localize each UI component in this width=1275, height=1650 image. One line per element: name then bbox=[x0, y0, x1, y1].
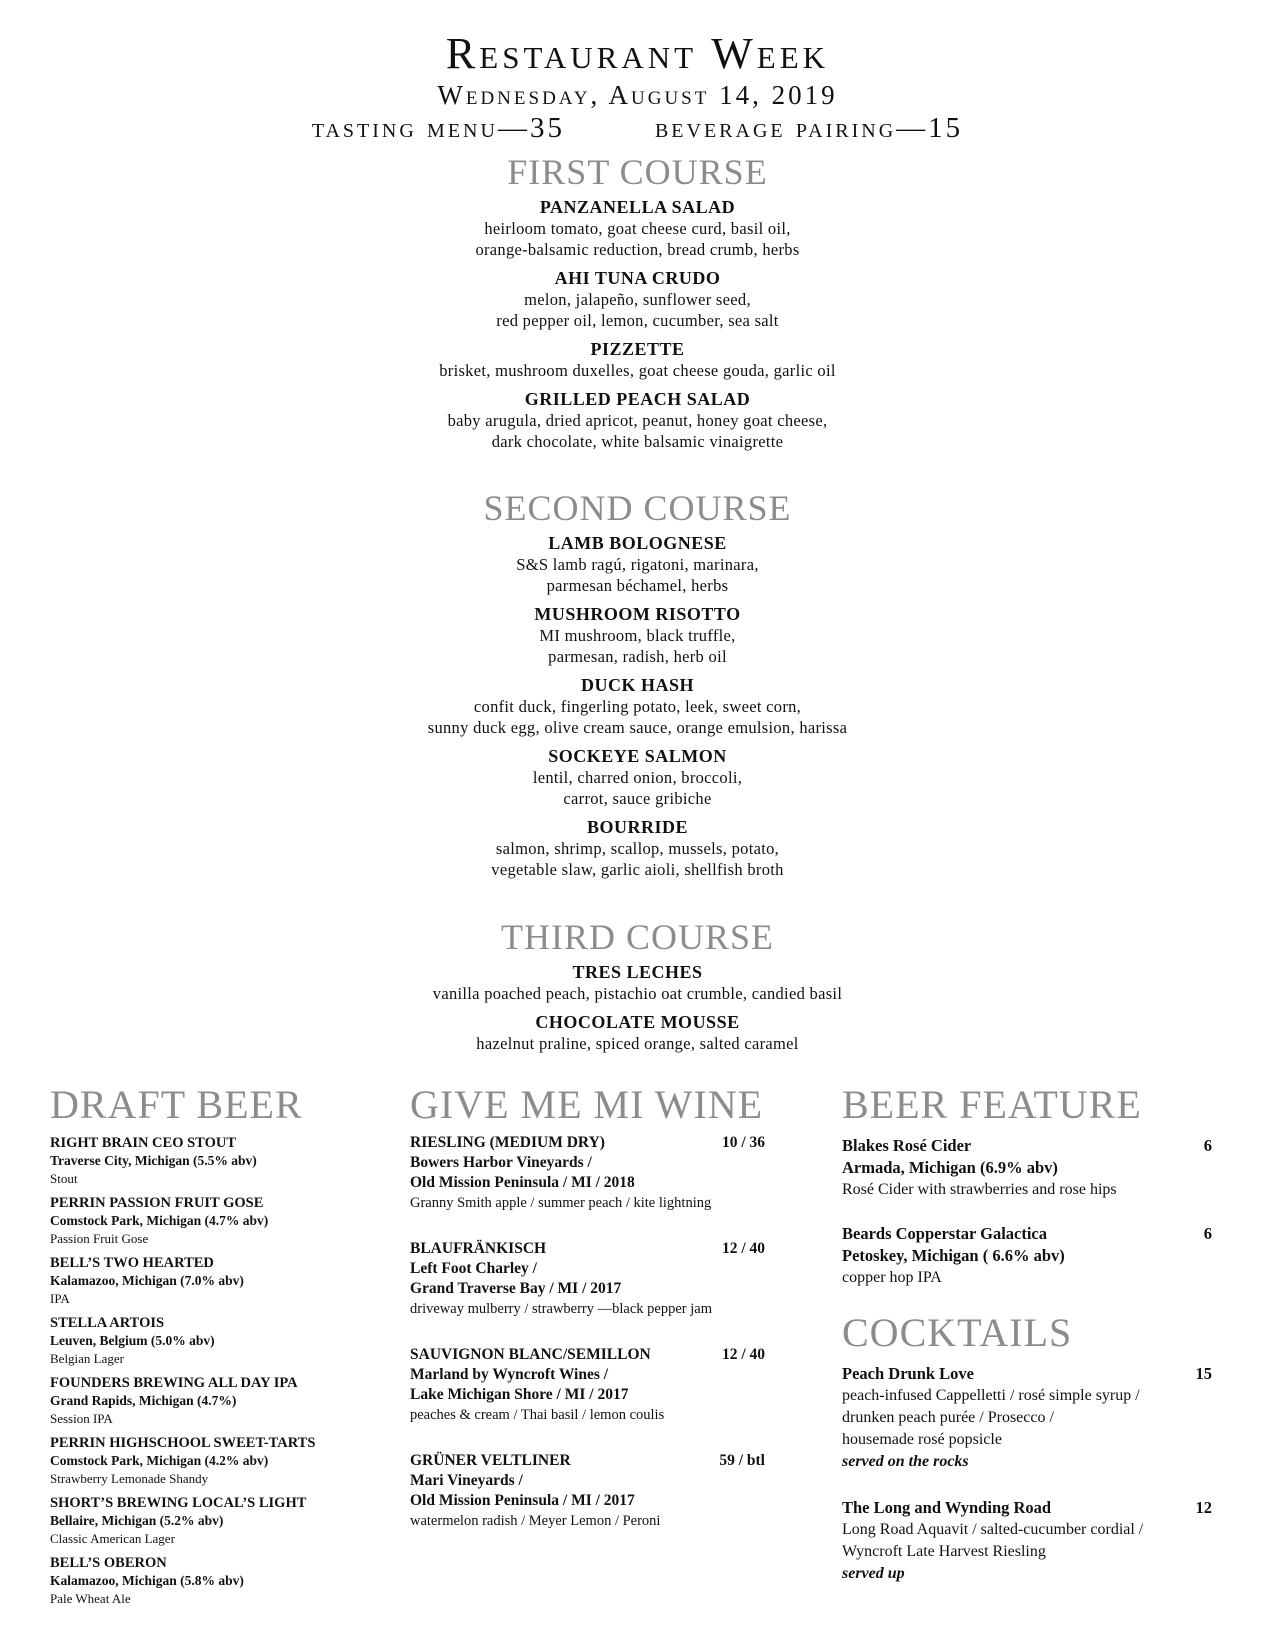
cocktail-description: housemade rosé popsicle bbox=[842, 1431, 1002, 1448]
cocktail-description: Long Road Aquavit / salted-cucumber cordial / bbox=[842, 1521, 1144, 1538]
dish-description: lentil, charred onion, broccoli, bbox=[532, 768, 743, 787]
cocktail-serve: served up bbox=[842, 1565, 905, 1582]
beer-name: BELL’S TWO HEARTED bbox=[50, 1255, 214, 1271]
feature-notes: copper hop IPA bbox=[842, 1269, 942, 1286]
draft-beer-section bbox=[50, 1083, 370, 1614]
wine-producer: Mari Vineyards / bbox=[410, 1472, 523, 1489]
cocktail-name: The Long and Wynding Road bbox=[842, 1498, 1052, 1517]
wine-producer: Marland by Wyncroft Wines / bbox=[410, 1366, 609, 1383]
wine-notes: watermelon radish / Meyer Lemon / Peroni bbox=[410, 1513, 661, 1529]
beer-origin: Comstock Park, Michigan (4.2% abv) bbox=[50, 1453, 269, 1468]
beer-origin: Traverse City, Michigan (5.5% abv) bbox=[50, 1153, 257, 1168]
beer-style: Passion Fruit Gose bbox=[50, 1231, 149, 1246]
dish bbox=[0, 961, 1275, 1004]
menu-title: Restaurant Week bbox=[445, 29, 830, 78]
wine-origin: Grand Traverse Bay / MI / 2017 bbox=[410, 1280, 622, 1297]
section-title: COCKTAILS bbox=[842, 1310, 1073, 1355]
dish-description: confit duck, fingerling potato, leek, sweet corn, bbox=[473, 697, 802, 716]
feature-price: 6 bbox=[1203, 1224, 1212, 1243]
beer-name: PERRIN HIGHSCHOOL SWEET-TARTS bbox=[50, 1435, 316, 1451]
dish bbox=[0, 603, 1275, 667]
feature-item bbox=[842, 1223, 1242, 1289]
dish bbox=[0, 532, 1275, 596]
dish bbox=[0, 267, 1275, 331]
dish-description: red pepper oil, lemon, cucumber, sea salt bbox=[496, 311, 779, 330]
wine-item bbox=[410, 1133, 800, 1213]
dish-name: DUCK HASH bbox=[580, 675, 694, 695]
pricing-line bbox=[0, 108, 1275, 148]
cocktail-item bbox=[842, 1497, 1242, 1585]
dish-description: orange-balsamic reduction, bread crumb, herbs bbox=[475, 240, 800, 259]
feature-origin: Petoskey, Michigan ( 6.6% abv) bbox=[842, 1246, 1065, 1265]
course-title: SECOND COURSE bbox=[483, 488, 792, 528]
wine-item bbox=[410, 1345, 800, 1425]
section-title: DRAFT BEER bbox=[50, 1082, 303, 1127]
beer-style: IPA bbox=[50, 1291, 70, 1306]
dish-description: vegetable slaw, garlic aioli, shellfish broth bbox=[491, 860, 784, 879]
feature-name: Blakes Rosé Cider bbox=[842, 1136, 972, 1155]
beer-item bbox=[50, 1434, 370, 1487]
cocktail-name: Peach Drunk Love bbox=[842, 1364, 974, 1383]
wine-name: GRÜNER VELTLINER bbox=[410, 1452, 571, 1469]
dish-description: parmesan béchamel, herbs bbox=[546, 576, 729, 595]
beer-item bbox=[50, 1374, 370, 1427]
tasting-menu-price: tasting menu—35 bbox=[311, 112, 565, 144]
dish-name: SOCKEYE SALMON bbox=[548, 746, 727, 766]
wine-section bbox=[410, 1083, 800, 1557]
beer-origin: Kalamazoo, Michigan (5.8% abv) bbox=[50, 1573, 244, 1588]
beer-origin: Grand Rapids, Michigan (4.7%) bbox=[50, 1393, 237, 1408]
beer-style: Pale Wheat Ale bbox=[50, 1591, 131, 1606]
dish-name: GRILLED PEACH SALAD bbox=[524, 389, 751, 409]
wine-item bbox=[410, 1239, 800, 1319]
dish-name: LAMB BOLOGNESE bbox=[548, 533, 727, 553]
wine-origin: Lake Michigan Shore / MI / 2017 bbox=[410, 1386, 629, 1403]
dish bbox=[0, 338, 1275, 381]
dish-description: brisket, mushroom duxelles, goat cheese gouda, garlic oil bbox=[439, 361, 836, 380]
wine-origin: Old Mission Peninsula / MI / 2017 bbox=[410, 1492, 635, 1509]
dish bbox=[0, 196, 1275, 260]
menu-date: Wednesday, August 14, 2019 bbox=[437, 80, 838, 110]
wine-name: BLAUFRÄNKISCH bbox=[410, 1240, 547, 1257]
section-title: GIVE ME MI WINE bbox=[410, 1082, 764, 1127]
course-title: THIRD COURSE bbox=[500, 917, 775, 957]
dish-description: hazelnut praline, spiced orange, salted caramel bbox=[476, 1034, 799, 1053]
feature-item bbox=[842, 1135, 1242, 1201]
wine-price: 59 / btl bbox=[719, 1452, 765, 1469]
dish bbox=[0, 745, 1275, 809]
beer-item bbox=[50, 1314, 370, 1367]
dish-description: salmon, shrimp, scallop, mussels, potato, bbox=[495, 839, 780, 858]
cocktail-description: Wyncroft Late Harvest Riesling bbox=[842, 1543, 1046, 1560]
wine-notes: peaches & cream / Thai basil / lemon coulis bbox=[410, 1407, 665, 1423]
dish-description: melon, jalapeño, sunflower seed, bbox=[524, 290, 751, 309]
cocktail-serve: served on the rocks bbox=[842, 1453, 969, 1470]
beer-item bbox=[50, 1254, 370, 1307]
beer-name: PERRIN PASSION FRUIT GOSE bbox=[50, 1195, 264, 1211]
wine-producer: Bowers Harbor Vineyards / bbox=[410, 1154, 592, 1171]
dish-name: AHI TUNA CRUDO bbox=[554, 268, 721, 288]
wine-name: SAUVIGNON BLANC/SEMILLON bbox=[410, 1346, 651, 1363]
beer-origin: Comstock Park, Michigan (4.7% abv) bbox=[50, 1213, 269, 1228]
section-title: BEER FEATURE bbox=[842, 1082, 1142, 1127]
wine-notes: Granny Smith apple / summer peach / kite lightning bbox=[410, 1195, 712, 1211]
dish bbox=[0, 674, 1275, 738]
third-course-section bbox=[0, 917, 1275, 1061]
dish-description: S&S lamb ragú, rigatoni, marinara, bbox=[516, 555, 759, 574]
cocktail-price: 15 bbox=[1195, 1364, 1212, 1383]
beer-name: SHORT’S BREWING LOCAL’S LIGHT bbox=[50, 1495, 307, 1511]
beer-style: Stout bbox=[50, 1171, 78, 1186]
dish-description: parmesan, radish, herb oil bbox=[548, 647, 727, 666]
wine-notes: driveway mulberry / strawberry —black pepper jam bbox=[410, 1301, 712, 1317]
beer-item bbox=[50, 1554, 370, 1607]
beer-style: Belgian Lager bbox=[50, 1351, 124, 1366]
dish-description: vanilla poached peach, pistachio oat crumble, candied basil bbox=[432, 984, 843, 1003]
beer-origin: Leuven, Belgium (5.0% abv) bbox=[50, 1333, 215, 1348]
dish-description: dark chocolate, white balsamic vinaigrette bbox=[491, 432, 784, 451]
beer-item bbox=[50, 1194, 370, 1247]
beer-item bbox=[50, 1494, 370, 1547]
wine-origin: Old Mission Peninsula / MI / 2018 bbox=[410, 1174, 635, 1191]
dish bbox=[0, 1011, 1275, 1054]
second-course-section bbox=[0, 488, 1275, 887]
dish bbox=[0, 388, 1275, 452]
feature-notes: Rosé Cider with strawberries and rose hips bbox=[842, 1181, 1117, 1198]
dish-name: PIZZETTE bbox=[590, 339, 685, 359]
dish-description: heirloom tomato, goat cheese curd, basil oil, bbox=[484, 219, 791, 238]
dish-name: BOURRIDE bbox=[586, 817, 688, 837]
wine-producer: Left Foot Charley / bbox=[410, 1260, 537, 1277]
beer-name: FOUNDERS BREWING ALL DAY IPA bbox=[50, 1375, 298, 1391]
cocktail-price: 12 bbox=[1195, 1498, 1212, 1517]
cocktail-description: peach-infused Cappelletti / rosé simple syrup / bbox=[842, 1387, 1140, 1404]
beer-style: Strawberry Lemonade Shandy bbox=[50, 1471, 209, 1486]
beer-origin: Bellaire, Michigan (5.2% abv) bbox=[50, 1513, 224, 1528]
dish-description: baby arugula, dried apricot, peanut, honey goat cheese, bbox=[447, 411, 828, 430]
beer-style: Session IPA bbox=[50, 1411, 113, 1426]
dish-name: TRES LECHES bbox=[572, 962, 703, 982]
dish-description: MI mushroom, black truffle, bbox=[539, 626, 736, 645]
beer-item bbox=[50, 1134, 370, 1187]
feature-price: 6 bbox=[1203, 1136, 1212, 1155]
wine-name: RIESLING (MEDIUM DRY) bbox=[410, 1134, 605, 1151]
course-title: FIRST COURSE bbox=[507, 152, 768, 192]
feature-name: Beards Copperstar Galactica bbox=[842, 1224, 1048, 1243]
cocktail-item bbox=[842, 1363, 1242, 1473]
beer-name: STELLA ARTOIS bbox=[50, 1315, 165, 1331]
dish-description: sunny duck egg, olive cream sauce, orange emulsion, harissa bbox=[427, 718, 848, 737]
dish bbox=[0, 816, 1275, 880]
dish-name: MUSHROOM RISOTTO bbox=[534, 604, 741, 624]
beer-origin: Kalamazoo, Michigan (7.0% abv) bbox=[50, 1273, 244, 1288]
feature-origin: Armada, Michigan (6.9% abv) bbox=[842, 1158, 1058, 1177]
wine-price: 10 / 36 bbox=[721, 1134, 765, 1151]
wine-item bbox=[410, 1451, 800, 1531]
dish-name: CHOCOLATE MOUSSE bbox=[535, 1012, 740, 1032]
beer-name: RIGHT BRAIN CEO STOUT bbox=[50, 1135, 237, 1151]
beer-name: BELL’S OBERON bbox=[50, 1555, 167, 1571]
dish-description: carrot, sauce gribiche bbox=[563, 789, 712, 808]
first-course-section bbox=[0, 152, 1275, 459]
wine-price: 12 / 40 bbox=[721, 1240, 765, 1257]
beer-feature-section bbox=[842, 1083, 1242, 1609]
cocktail-description: drunken peach purée / Prosecco / bbox=[842, 1409, 1054, 1426]
wine-price: 12 / 40 bbox=[721, 1346, 765, 1363]
beverage-pairing-price: beverage pairing—15 bbox=[654, 112, 964, 144]
dish-name: PANZANELLA SALAD bbox=[539, 197, 736, 217]
beer-style: Classic American Lager bbox=[50, 1531, 175, 1546]
